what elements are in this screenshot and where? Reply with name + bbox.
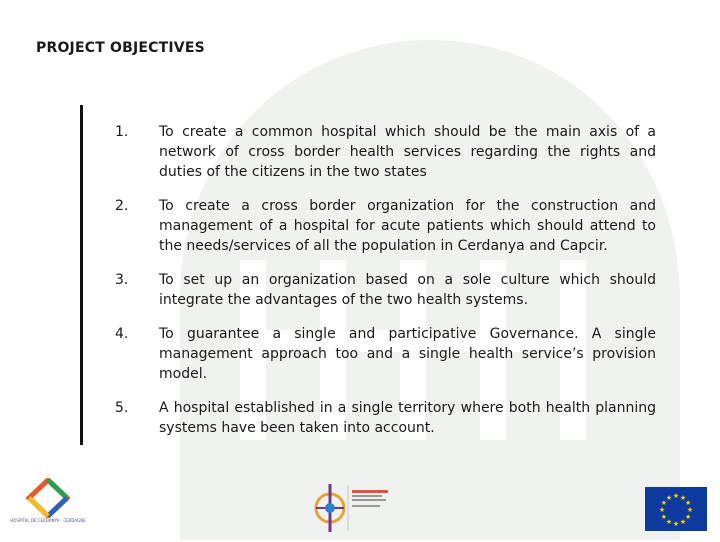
eu-star-icon: ★ — [665, 518, 673, 527]
eu-star-icon: ★ — [679, 518, 687, 527]
item-text: To set up an organization based on a sole culture which should integrate the advantages of the two health systems. — [159, 272, 656, 308]
eu-star-icon: ★ — [679, 493, 687, 502]
item-number: 3. — [115, 272, 129, 288]
list-item — [115, 196, 656, 256]
page-title: PROJECT OBJECTIVES — [36, 40, 205, 56]
eu-star-icon: ★ — [672, 520, 680, 528]
list-item — [115, 122, 656, 182]
eu-star-icon: ★ — [686, 506, 694, 514]
eu-flag-icon — [645, 487, 707, 531]
item-text: To guarantee a single and participative Governance. A single management approach too and a single health service’s provision model. — [159, 326, 656, 382]
eu-star-icon: ★ — [660, 513, 668, 521]
eu-star-icon: ★ — [684, 499, 692, 507]
eu-star-icon: ★ — [658, 506, 666, 514]
item-text: To create a cross border organization for the construction and management of a hospital for acute patients which should attend to the needs/services of all the population in Cerdanya and Capcir. — [159, 198, 656, 254]
eu-star-icon: ★ — [672, 492, 680, 500]
list-item — [115, 324, 656, 384]
hospital-logo — [10, 478, 86, 538]
hospital-logo-caption: HOSPITAL DE CERDANYA · CERDAGNE — [10, 518, 86, 523]
partner-logo — [312, 478, 392, 538]
item-text: To create a common hospital which should be the main axis of a network of cross border health services regarding the rights and duties of the citizens in the two states — [159, 124, 656, 180]
eu-stars-icon — [645, 487, 707, 531]
list-item — [115, 270, 656, 310]
item-number: 4. — [115, 326, 129, 342]
eu-star-icon: ★ — [660, 499, 668, 507]
item-number: 5. — [115, 400, 129, 416]
eu-star-icon: ★ — [684, 513, 692, 521]
item-number: 2. — [115, 198, 129, 214]
list-item — [115, 398, 656, 438]
item-text: A hospital established in a single territory where both health planning systems have been taken into account. — [159, 400, 656, 436]
objectives-list — [115, 122, 656, 452]
hospital-logo-icon — [25, 478, 71, 518]
eu-star-icon: ★ — [665, 493, 673, 502]
vertical-divider — [80, 105, 83, 445]
partner-logo-icon — [312, 478, 392, 538]
item-number: 1. — [115, 124, 129, 140]
